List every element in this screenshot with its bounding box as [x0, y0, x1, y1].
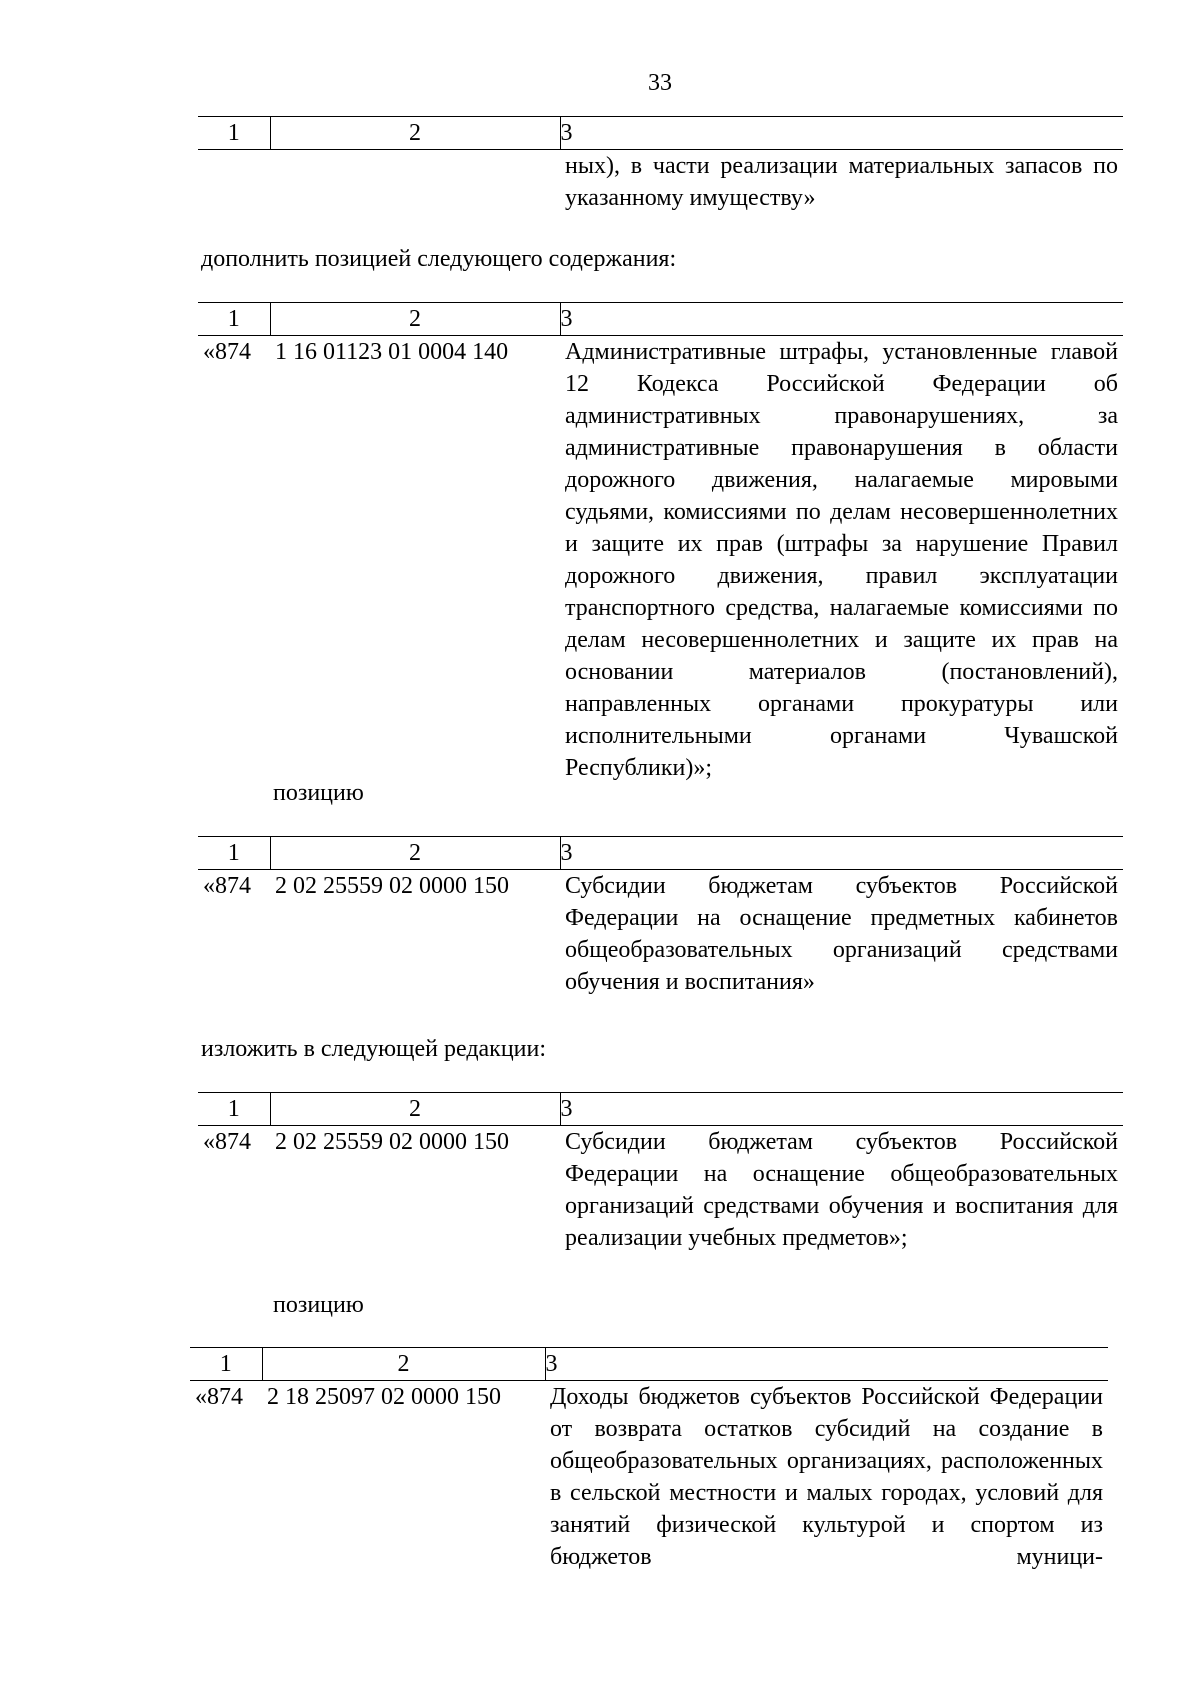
header-col-2: 2: [262, 1348, 545, 1381]
table-4: [198, 1092, 1123, 1254]
table-1: [198, 116, 1123, 214]
header-col-3: 3: [560, 1093, 1123, 1126]
table-row: [198, 870, 1123, 999]
table-2: [198, 302, 1123, 784]
cell-kbk: 2 02 25559 02 0000 150: [275, 873, 509, 899]
header-col-2: 2: [270, 117, 560, 150]
table-header-row: [198, 837, 1123, 870]
paragraph-new-edition: изложить в следующей редакции:: [201, 1036, 547, 1062]
table-row: [198, 150, 1123, 215]
paragraph-position-2: позицию: [273, 1292, 364, 1318]
paragraph-add-position: дополнить позицией следующего содержания:: [201, 246, 677, 272]
cell-kbk: [270, 150, 560, 215]
cell-code: [198, 150, 270, 215]
table-5: [190, 1347, 1108, 1573]
header-col-2: 2: [270, 303, 560, 336]
header-col-3: 3: [560, 837, 1123, 870]
cell-description: Субсидии бюджетам субъектов Российской Федерации на оснащение предметных кабинетов общеобразовательных организаций средствами обучения и воспитания»: [565, 873, 1118, 995]
cell-description: Субсидии бюджетам субъектов Российской Федерации на оснащение общеобразовательных организаций средствами обучения и воспитания для реализации учебных предметов»;: [565, 1129, 1118, 1251]
cell-kbk: 1 16 01123 01 0004 140: [275, 339, 509, 365]
cell-description: Административные штрафы, установленные главой 12 Кодекса Российской Федерации об административных правонарушениях, за административные правонарушения в области дорожного движения, налагаемые мировыми судьями, комиссиями по делам несовершеннолетних и защите их прав (штрафы за нарушение Правил дорожного движения, правил эксплуатации транспортного средства, налагаемые комиссиями по делам несовершеннолетних и защите их прав на основании материалов (постановлений), направленных органами прокуратуры или исполнительными органами Чувашской Республики)»;: [565, 339, 1118, 781]
header-col-1: 1: [198, 837, 270, 870]
cell-code: «874: [203, 339, 251, 365]
header-col-1: 1: [198, 1093, 270, 1126]
header-col-3: 3: [545, 1348, 1108, 1381]
header-col-1: 1: [198, 117, 270, 150]
table-header-row: [198, 303, 1123, 336]
cell-kbk: 2 02 25559 02 0000 150: [275, 1129, 509, 1155]
table-header-row: [190, 1348, 1108, 1381]
header-col-3: 3: [560, 117, 1123, 150]
cell-description: ных), в части реализации материальных запасов по указанному имуществу»: [565, 153, 1118, 211]
table-header-row: [198, 1093, 1123, 1126]
page-number: 33: [648, 70, 672, 96]
header-col-2: 2: [270, 1093, 560, 1126]
table-row: [198, 336, 1123, 785]
table-header-row: [198, 117, 1123, 150]
header-col-2: 2: [270, 837, 560, 870]
cell-kbk: 2 18 25097 02 0000 150: [267, 1384, 501, 1410]
cell-code: «874: [203, 873, 251, 899]
header-col-1: 1: [198, 303, 270, 336]
table-row: [190, 1381, 1108, 1574]
cell-code: «874: [203, 1129, 251, 1155]
header-col-3: 3: [560, 303, 1123, 336]
cell-code: «874: [195, 1384, 243, 1410]
table-row: [198, 1126, 1123, 1255]
table-3: [198, 836, 1123, 998]
paragraph-position-1: позицию: [273, 780, 364, 806]
header-col-1: 1: [190, 1348, 262, 1381]
cell-description: Доходы бюджетов субъектов Российской Федерации от возврата остатков субсидий на создание в общеобразовательных организациях, расположенных в сельской местности и малых городах, условий для занятий физической культурой и спортом из бюджетов муници-: [550, 1384, 1103, 1570]
